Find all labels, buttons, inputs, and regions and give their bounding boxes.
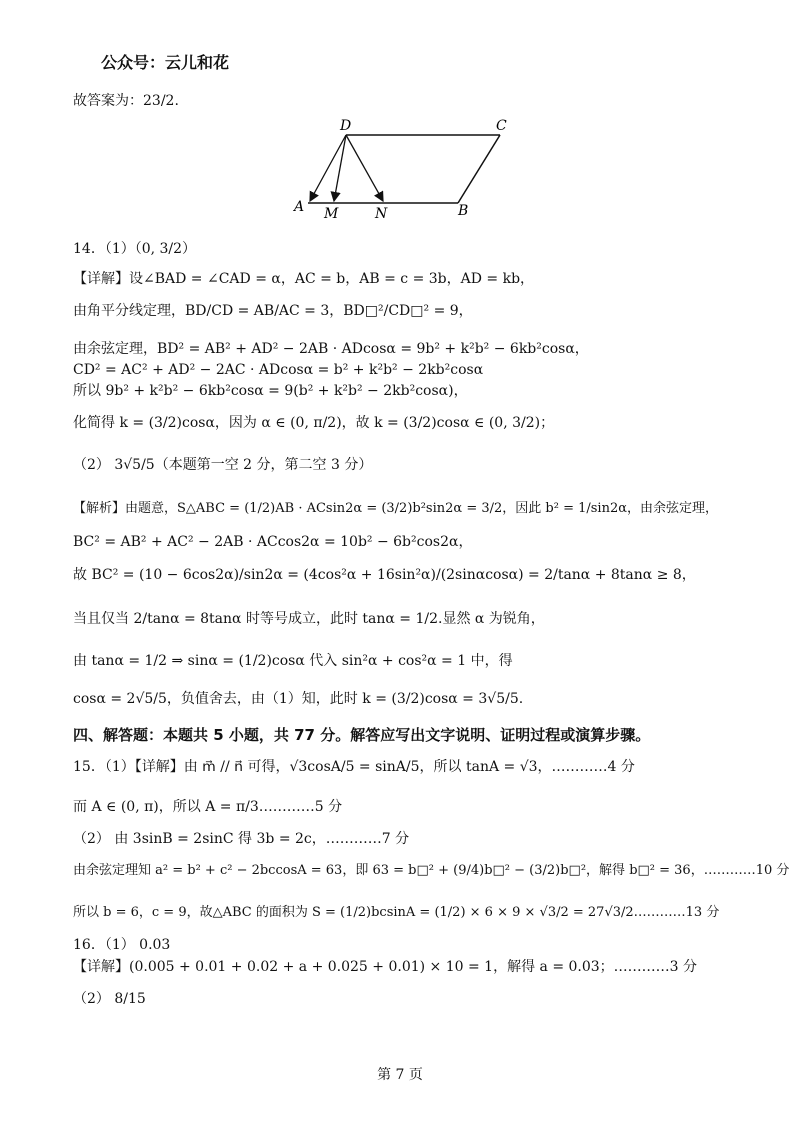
q14-equation: 所以 9b² + k²b² − 6kb²cosα = 9(b² + k²b² − 2kb²cosα)， xyxy=(73,383,468,399)
q14-part2: （2） 3√5/5（本题第一空 2 分，第二空 3 分） xyxy=(73,457,373,473)
edge-cb xyxy=(458,135,500,203)
label-d: D xyxy=(340,118,352,134)
q14-part1: 14．（1）（0, 3/2） xyxy=(73,241,197,257)
q15-area: 所以 b = 6，c = 9，故△ABC 的面积为 S = (1/2)bcsinA = (1/2) × 6 × 9 × √3/2 = 27√3/2…………13 分 xyxy=(73,905,720,920)
q14-analysis: 【解析】由题意，S△ABC = (1/2)AB · ACsin2α = (3/2)b²sin2α = 3/2，因此 b² = 1/sin2α，由余弦定理， xyxy=(73,501,718,516)
parallelogram-figure xyxy=(290,115,520,225)
q14-equality: 当且仅当 2/tanα = 8tanα 时等号成立，此时 tanα = 1/2.显然 α 为锐角， xyxy=(73,611,545,627)
section-heading: 四、解答题：本题共 5 小题，共 77 分。解答应写出文字说明、证明过程或演算步骤。 xyxy=(73,726,651,744)
q14-result: cosα = 2√5/5，负值舍去，由（1）知，此时 k = (3/2)cosα = 3√5/5. xyxy=(73,691,524,707)
q14-simplify: 化简得 k = (3/2)cosα，因为 α ∈ (0, π/2)，故 k = (3/2)cosα ∈ (0, 3/2)； xyxy=(73,415,555,431)
q14-cosine-bd: 由余弦定理，BD² = AB² + AD² − 2AB · ADcosα = 9b² + k²b² − 6kb²cosα， xyxy=(73,341,589,357)
q14-bc-squared: BC² = AB² + AC² − 2AB · ACcos2α = 10b² − 6b²cos2α， xyxy=(73,534,473,550)
vector-dn xyxy=(346,135,383,201)
q14-detail-setup: 【详解】设∠BAD = ∠CAD = α，AC = b，AB = c = 3b，AD = kb， xyxy=(73,271,535,287)
label-a: A xyxy=(294,199,305,215)
q15-part1: 15．（1）【详解】由 m⃗ // n⃗ 可得，√3cosA/5 = sinA/5，所以 tanA = √3，…………4 分 xyxy=(73,759,635,775)
q16-detail: 【详解】(0.005 + 0.01 + 0.02 + a + 0.025 + 0.01) × 10 = 1，解得 a = 0.03；…………3 分 xyxy=(73,959,698,975)
q16-part2: （2） 8/15 xyxy=(73,991,146,1007)
q14-cosine-cd: CD² = AC² + AD² − 2AC · ADcosα = b² + k²b² − 2kb²cosα xyxy=(73,362,484,378)
q14-angle-bisector: 由角平分线定理，BD/CD = AB/AC = 3，BD□²/CD□² = 9， xyxy=(73,303,473,319)
source-header: 公众号：云儿和花 xyxy=(101,53,230,72)
answer-line: 故答案为：23/2. xyxy=(73,93,179,109)
q14-bc-bound: 故 BC² = (10 − 6cos2α)/sin2α = (4cos²α + 16sin²α)/(2sinαcosα) = 2/tanα + 8tanα ≥ 8， xyxy=(73,567,696,583)
label-b: B xyxy=(458,203,469,219)
label-n: N xyxy=(375,206,388,222)
q14-tan-substitute: 由 tanα = 1/2 ⇒ sinα = (1/2)cosα 代入 sin²α + cos²α = 1 中，得 xyxy=(73,653,513,669)
q16-part1: 16．（1） 0.03 xyxy=(73,937,171,953)
label-c: C xyxy=(496,118,507,134)
label-m: M xyxy=(324,206,339,222)
page-number: 第 7 页 xyxy=(377,1067,423,1083)
q15-angle-a: 而 A ∈ (0, π)，所以 A = π/3…………5 分 xyxy=(73,799,343,815)
q15-cosine: 由余弦定理知 a² = b² + c² − 2bccosA = 63，即 63 = b□² + (9/4)b□² − (3/2)b□²，解得 b□² = 36，…………10 分 xyxy=(73,863,790,878)
q15-part2: （2） 由 3sinB = 2sinC 得 3b = 2c，…………7 分 xyxy=(73,831,410,847)
